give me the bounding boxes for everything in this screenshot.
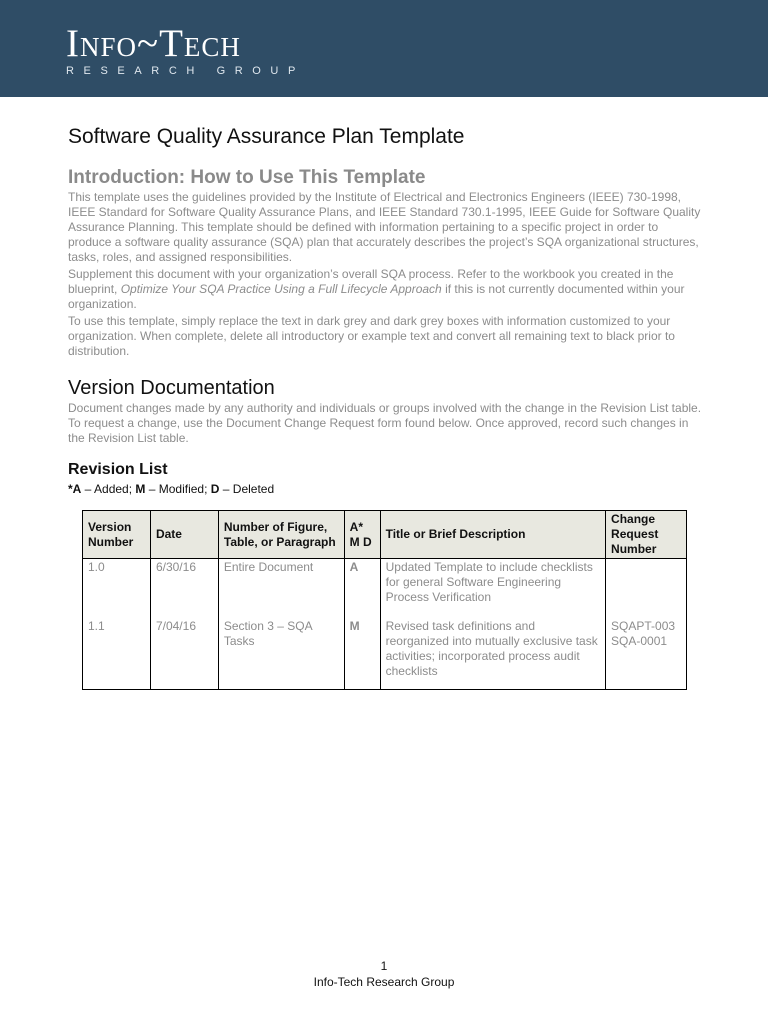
table-row (83, 618, 687, 690)
revision-list-heading: Revision List (68, 461, 168, 478)
intro-p2-start: Supplement this document with your organization’s overall SQA process. Refer to the workbook you created in the blueprint, (68, 267, 674, 296)
header-amd: A* M D (344, 511, 380, 559)
change-request-2: SQA-0001 (611, 634, 668, 648)
amd-legend (68, 482, 703, 496)
legend-modified: – Modified; (145, 482, 211, 496)
header-banner (0, 0, 768, 97)
page-number: 1 (380, 959, 388, 973)
company-logo (66, 22, 305, 77)
intro-paragraph-3: To use this template, simply replace the text in dark grey and dark grey boxes with information customized to your organization. When complete, delete all introductory or example text and convert all remaining text to black prior to distribution. (68, 314, 675, 358)
cell-version: 1.0 (83, 559, 151, 619)
document-body (68, 122, 703, 496)
change-request-1: SQAPT-003 (611, 619, 676, 633)
cell-date: 7/04/16 (150, 618, 218, 690)
footer-company: Info-Tech Research Group (313, 975, 455, 989)
legend-m: M (135, 482, 146, 496)
header-title: Title or Brief Description (380, 511, 605, 559)
document-title: Software Quality Assurance Plan Template (68, 125, 465, 148)
cell-title: Revised task definitions and reorganized into mutually exclusive task activities; incorporated process audit checklists (380, 618, 605, 690)
page-footer (0, 958, 768, 990)
cell-amd: A (344, 559, 380, 619)
legend-added: – Added; (81, 482, 136, 496)
revision-table (82, 510, 687, 690)
logo-wordmark: Info~Tech (66, 22, 241, 65)
blueprint-title: Optimize Your SQA Practice Using a Full Lifecycle Approach (120, 282, 442, 296)
cell-figure: Entire Document (218, 559, 344, 619)
cell-date: 6/30/16 (150, 559, 218, 619)
table-row (83, 559, 687, 619)
intro-p2-end: if this is not currently documented within your organization. (68, 282, 685, 311)
cell-change-request (606, 618, 687, 690)
cell-title: Updated Template to include checklists for general Software Engineering Process Verification (380, 559, 605, 619)
version-heading: Version Documentation (68, 377, 275, 399)
cell-change-request (606, 559, 687, 619)
header-change-request: Change Request Number (606, 511, 687, 559)
legend-d: D (210, 482, 220, 496)
cell-figure: Section 3 – SQA Tasks (218, 618, 344, 690)
logo-tagline: RESEARCH GROUP (66, 65, 305, 77)
header-figure: Number of Figure, Table, or Paragraph (218, 511, 344, 559)
intro-paragraph-2 (68, 267, 703, 312)
cell-version: 1.1 (83, 618, 151, 690)
legend-a: *A (68, 482, 82, 496)
header-date: Date (150, 511, 218, 559)
revision-table-header (83, 511, 687, 559)
legend-deleted: – Deleted (219, 482, 275, 496)
header-version-number: Version Number (83, 511, 151, 559)
version-paragraph: Document changes made by any authority and individuals or groups involved with the change in the Revision List table. To request a change, use the Document Change Request form found below. Once approved, record such changes in the Revision List table. (68, 401, 702, 445)
intro-paragraph-1: This template uses the guidelines provided by the Institute of Electrical and Electronics Engineers (IEEE) 730-1998, IEEE Standard for Software Quality Assurance Plans, and IEEE Standard 730.1-1995, IEEE Guide for Software Quality Assurance Planning. This template should be defined with information pertaining to a specific project in order to produce a software quality assurance (SQA) plan that accurately describes the project’s SQA organizational structures, tasks, roles, and assigned responsibilities. (68, 190, 701, 264)
cell-amd: M (344, 618, 380, 690)
intro-heading: Introduction: How to Use This Template (68, 167, 426, 188)
